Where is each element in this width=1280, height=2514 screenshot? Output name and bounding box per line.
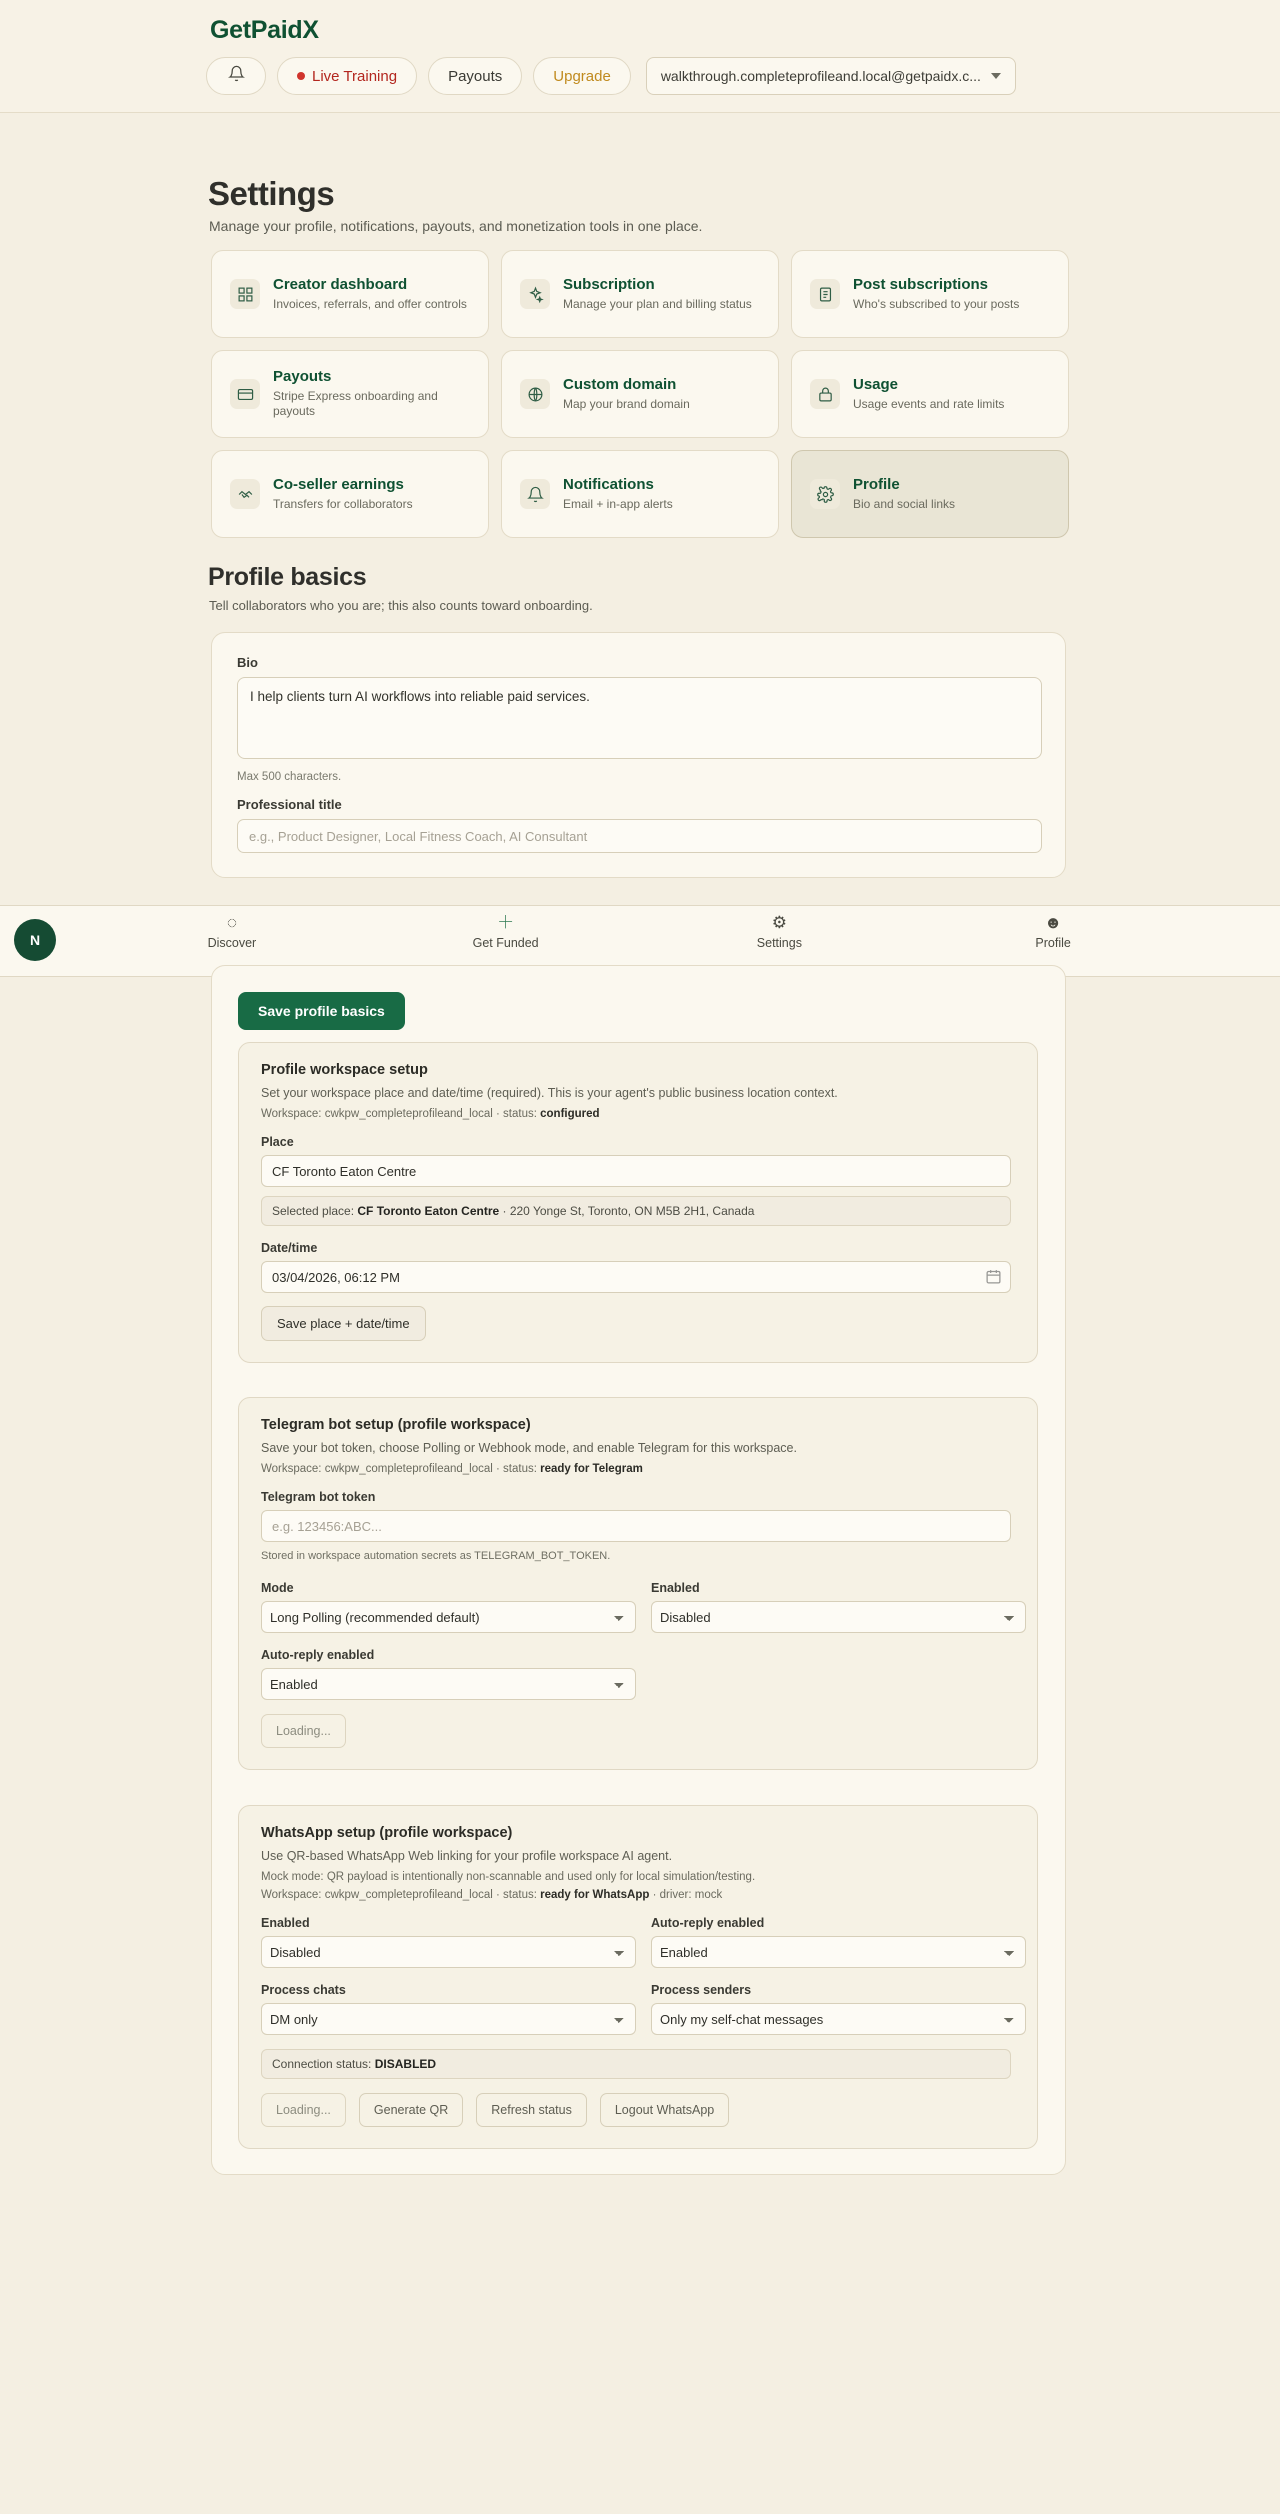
professional-title-input[interactable]: [237, 819, 1042, 853]
card-subscription[interactable]: [501, 250, 779, 338]
card-title: Co-seller earnings: [273, 475, 404, 493]
selected-place-prefix: Selected place:: [272, 1204, 358, 1219]
whatsapp-actions: [261, 2093, 1015, 2127]
whatsapp-process-senders-label: Process senders: [651, 1983, 752, 1998]
workspace-setup-subtitle: Set your workspace place and date/time (required). This is your agent's public business location context.: [261, 1086, 838, 1100]
card-desc: Map your brand domain: [563, 396, 690, 411]
datetime-input[interactable]: [261, 1261, 1011, 1293]
workspace-meta-status: configured: [540, 1108, 600, 1121]
bio-textarea[interactable]: [237, 677, 1042, 759]
card-desc: Usage events and rate limits: [853, 396, 1005, 411]
card-title: Creator dashboard: [273, 275, 408, 293]
selected-place-readout: [261, 1196, 1011, 1226]
whatsapp-setup-panel: [238, 1805, 1038, 2149]
save-profile-basics-button[interactable]: Save profile basics: [238, 992, 405, 1030]
telegram-title: Telegram bot setup (profile workspace): [261, 1417, 531, 1433]
card-title: Custom domain: [563, 375, 677, 393]
account-email: walkthrough.completeprofileand.local@getpaidx.c...: [660, 68, 981, 84]
professional-title-label: Professional title: [237, 797, 342, 812]
card-desc: Manage your plan and billing status: [563, 296, 752, 311]
nav-item-profile[interactable]: [916, 912, 1190, 952]
workspace-meta-prefix: Workspace: cwkpw_completeprofileand_local · status:: [261, 1108, 541, 1121]
globe-icon: [520, 379, 550, 409]
upgrade-button[interactable]: [533, 57, 631, 95]
document-icon: [810, 279, 840, 309]
payouts-button[interactable]: [428, 57, 522, 95]
whatsapp-process-chats-select[interactable]: [261, 2003, 636, 2035]
chevron-down-icon: [991, 73, 1001, 79]
selected-place-name: CF Toronto Eaton Centre: [357, 1204, 500, 1219]
avatar[interactable]: N: [14, 919, 56, 961]
payouts-label: Payouts: [448, 67, 503, 85]
gear-icon: [810, 479, 840, 509]
telegram-meta-prefix: Workspace: cwkpw_completeprofileand_local · status:: [261, 1463, 541, 1476]
connection-status-value: DISABLED: [374, 2057, 437, 2072]
card-title: Subscription: [563, 275, 655, 293]
telegram-token-hint: Stored in workspace automation secrets as TELEGRAM_BOT_TOKEN.: [261, 1550, 611, 1563]
dashboard-icon: [230, 279, 260, 309]
bottom-nav-items: [95, 912, 1190, 952]
card-profile[interactable]: [791, 450, 1069, 538]
live-dot-icon: [297, 72, 305, 80]
telegram-loading-button[interactable]: Loading...: [261, 1714, 346, 1748]
telegram-meta-status: ready for Telegram: [540, 1463, 643, 1476]
whatsapp-enabled-label: Enabled: [261, 1916, 310, 1931]
calendar-icon[interactable]: [985, 1268, 1002, 1285]
live-training-label: Live Training: [312, 67, 398, 85]
workspace-setup-panel: [238, 1042, 1038, 1363]
card-title: Notifications: [563, 475, 654, 493]
telegram-meta: [261, 1463, 1015, 1475]
bell-icon: [520, 479, 550, 509]
card-icon: [230, 379, 260, 409]
notifications-button[interactable]: [206, 57, 266, 95]
nav-item-discover[interactable]: [95, 912, 369, 952]
whatsapp-row-2: [261, 1968, 1015, 2035]
telegram-enabled-select[interactable]: [651, 1601, 1026, 1633]
compass-icon: ◌: [226, 913, 237, 932]
person-icon: ☻: [1044, 913, 1063, 932]
whatsapp-enabled-col: [261, 1901, 636, 1968]
whatsapp-mock-note: Mock mode: QR payload is intentionally non-scannable and used only for local simulation/testing.: [261, 1871, 756, 1884]
whatsapp-autoreply-select[interactable]: [651, 1936, 1026, 1968]
card-custom-domain[interactable]: [501, 350, 779, 438]
lock-icon: [810, 379, 840, 409]
card-post-subscriptions[interactable]: [791, 250, 1069, 338]
page-subtitle: Manage your profile, notifications, payouts, and monetization tools in one place.: [209, 218, 703, 234]
account-selector[interactable]: [646, 57, 1016, 95]
card-desc: Invoices, referrals, and offer controls: [273, 296, 467, 311]
bell-icon: [228, 65, 245, 87]
whatsapp-meta: [261, 1889, 1015, 1901]
nav-label: Profile: [1035, 936, 1071, 950]
whatsapp-meta-suffix: · driver: mock: [649, 1889, 723, 1902]
nav-label: Discover: [207, 936, 257, 950]
card-desc: Transfers for collaborators: [273, 496, 413, 511]
telegram-autoreply-select[interactable]: [261, 1668, 636, 1700]
whatsapp-meta-status: ready for WhatsApp: [540, 1889, 650, 1902]
whatsapp-title: WhatsApp setup (profile workspace): [261, 1825, 513, 1841]
place-label: Place: [261, 1135, 294, 1150]
gear-icon: ⚙: [771, 913, 787, 932]
refresh-status-button[interactable]: Refresh status: [476, 2093, 587, 2127]
card-title: Usage: [853, 375, 899, 393]
telegram-token-input[interactable]: [261, 1510, 1011, 1542]
whatsapp-row-1: [261, 1901, 1015, 1968]
nav-item-get-funded[interactable]: [369, 912, 643, 952]
card-title: Post subscriptions: [853, 275, 989, 293]
top-bar: [0, 0, 1280, 113]
telegram-autoreply-label: Auto-reply enabled: [261, 1648, 375, 1663]
profile-basics-subtitle: Tell collaborators who you are; this also counts toward onboarding.: [209, 598, 593, 613]
card-desc: Email + in-app alerts: [563, 496, 673, 511]
datetime-label: Date/time: [261, 1241, 318, 1256]
nav-label: Get Funded: [472, 936, 539, 950]
telegram-mode-col: [261, 1566, 636, 1633]
card-title: Profile: [853, 475, 900, 493]
telegram-enabled-col: [651, 1566, 1026, 1633]
whatsapp-meta-prefix: Workspace: cwkpw_completeprofileand_local · status:: [261, 1889, 541, 1902]
sparkle-icon: [520, 279, 550, 309]
telegram-actions: [261, 1714, 1015, 1748]
card-desc: Who's subscribed to your posts: [853, 296, 1020, 311]
whatsapp-process-senders-col: [651, 1968, 1026, 2035]
bio-hint: Max 500 characters.: [237, 771, 342, 783]
telegram-mode-row: [261, 1566, 1015, 1633]
profile-basics-panel: [211, 632, 1066, 878]
whatsapp-loading-button[interactable]: Loading...: [261, 2093, 346, 2127]
nav-label: Settings: [756, 936, 802, 950]
handshake-icon: [230, 479, 260, 509]
brand-logo[interactable]: GetPaidX: [210, 16, 319, 44]
whatsapp-process-chats-label: Process chats: [261, 1983, 346, 1998]
save-place-datetime-button[interactable]: Save place + date/time: [261, 1306, 426, 1341]
whatsapp-process-chats-col: [261, 1968, 636, 2035]
settings-card-grid: [211, 250, 1071, 538]
telegram-subtitle: Save your bot token, choose Polling or Webhook mode, and enable Telegram for this workspace.: [261, 1441, 797, 1455]
generate-qr-button[interactable]: Generate QR: [359, 2093, 463, 2127]
page-title: Settings: [208, 175, 335, 212]
nav-item-settings[interactable]: [643, 912, 917, 952]
whatsapp-autoreply-col: [651, 1901, 1026, 1968]
telegram-autoreply-col: [261, 1648, 636, 1700]
workspace-setup-meta: [261, 1108, 1015, 1120]
card-desc: Stripe Express onboarding and payouts: [273, 388, 438, 419]
profile-basics-title: Profile basics: [208, 563, 367, 591]
card-creator-dashboard[interactable]: [211, 250, 489, 338]
place-input[interactable]: [261, 1155, 1011, 1187]
connection-status-prefix: Connection status:: [272, 2057, 375, 2072]
telegram-mode-select[interactable]: [261, 1601, 636, 1633]
whatsapp-enabled-select[interactable]: [261, 1936, 636, 1968]
whatsapp-subtitle: Use QR-based WhatsApp Web linking for your profile workspace AI agent.: [261, 1849, 673, 1863]
card-payouts[interactable]: [211, 350, 489, 438]
whatsapp-connection-status: [261, 2049, 1011, 2079]
card-desc: Bio and social links: [853, 496, 956, 511]
live-training-button[interactable]: [277, 57, 417, 95]
whatsapp-process-senders-select[interactable]: [651, 2003, 1026, 2035]
telegram-mode-label: Mode: [261, 1581, 294, 1596]
logout-whatsapp-button[interactable]: Logout WhatsApp: [600, 2093, 729, 2127]
telegram-enabled-label: Enabled: [651, 1581, 700, 1596]
datetime-field-wrap: [261, 1261, 1011, 1293]
card-co-seller-earnings[interactable]: [211, 450, 489, 538]
card-notifications[interactable]: [501, 450, 779, 538]
workspace-setup-title: Profile workspace setup: [261, 1062, 428, 1078]
card-title: Payouts: [273, 368, 332, 386]
telegram-setup-panel: [238, 1397, 1038, 1770]
card-usage[interactable]: [791, 350, 1069, 438]
selected-place-address: · 220 Yonge St, Toronto, ON M5B 2H1, Canada: [499, 1204, 755, 1219]
top-nav: [206, 57, 1016, 95]
bio-label: Bio: [237, 655, 258, 670]
telegram-token-label: Telegram bot token: [261, 1490, 376, 1505]
plus-icon: ＋: [497, 913, 515, 932]
whatsapp-autoreply-label: Auto-reply enabled: [651, 1916, 765, 1931]
upgrade-label: Upgrade: [553, 67, 611, 85]
